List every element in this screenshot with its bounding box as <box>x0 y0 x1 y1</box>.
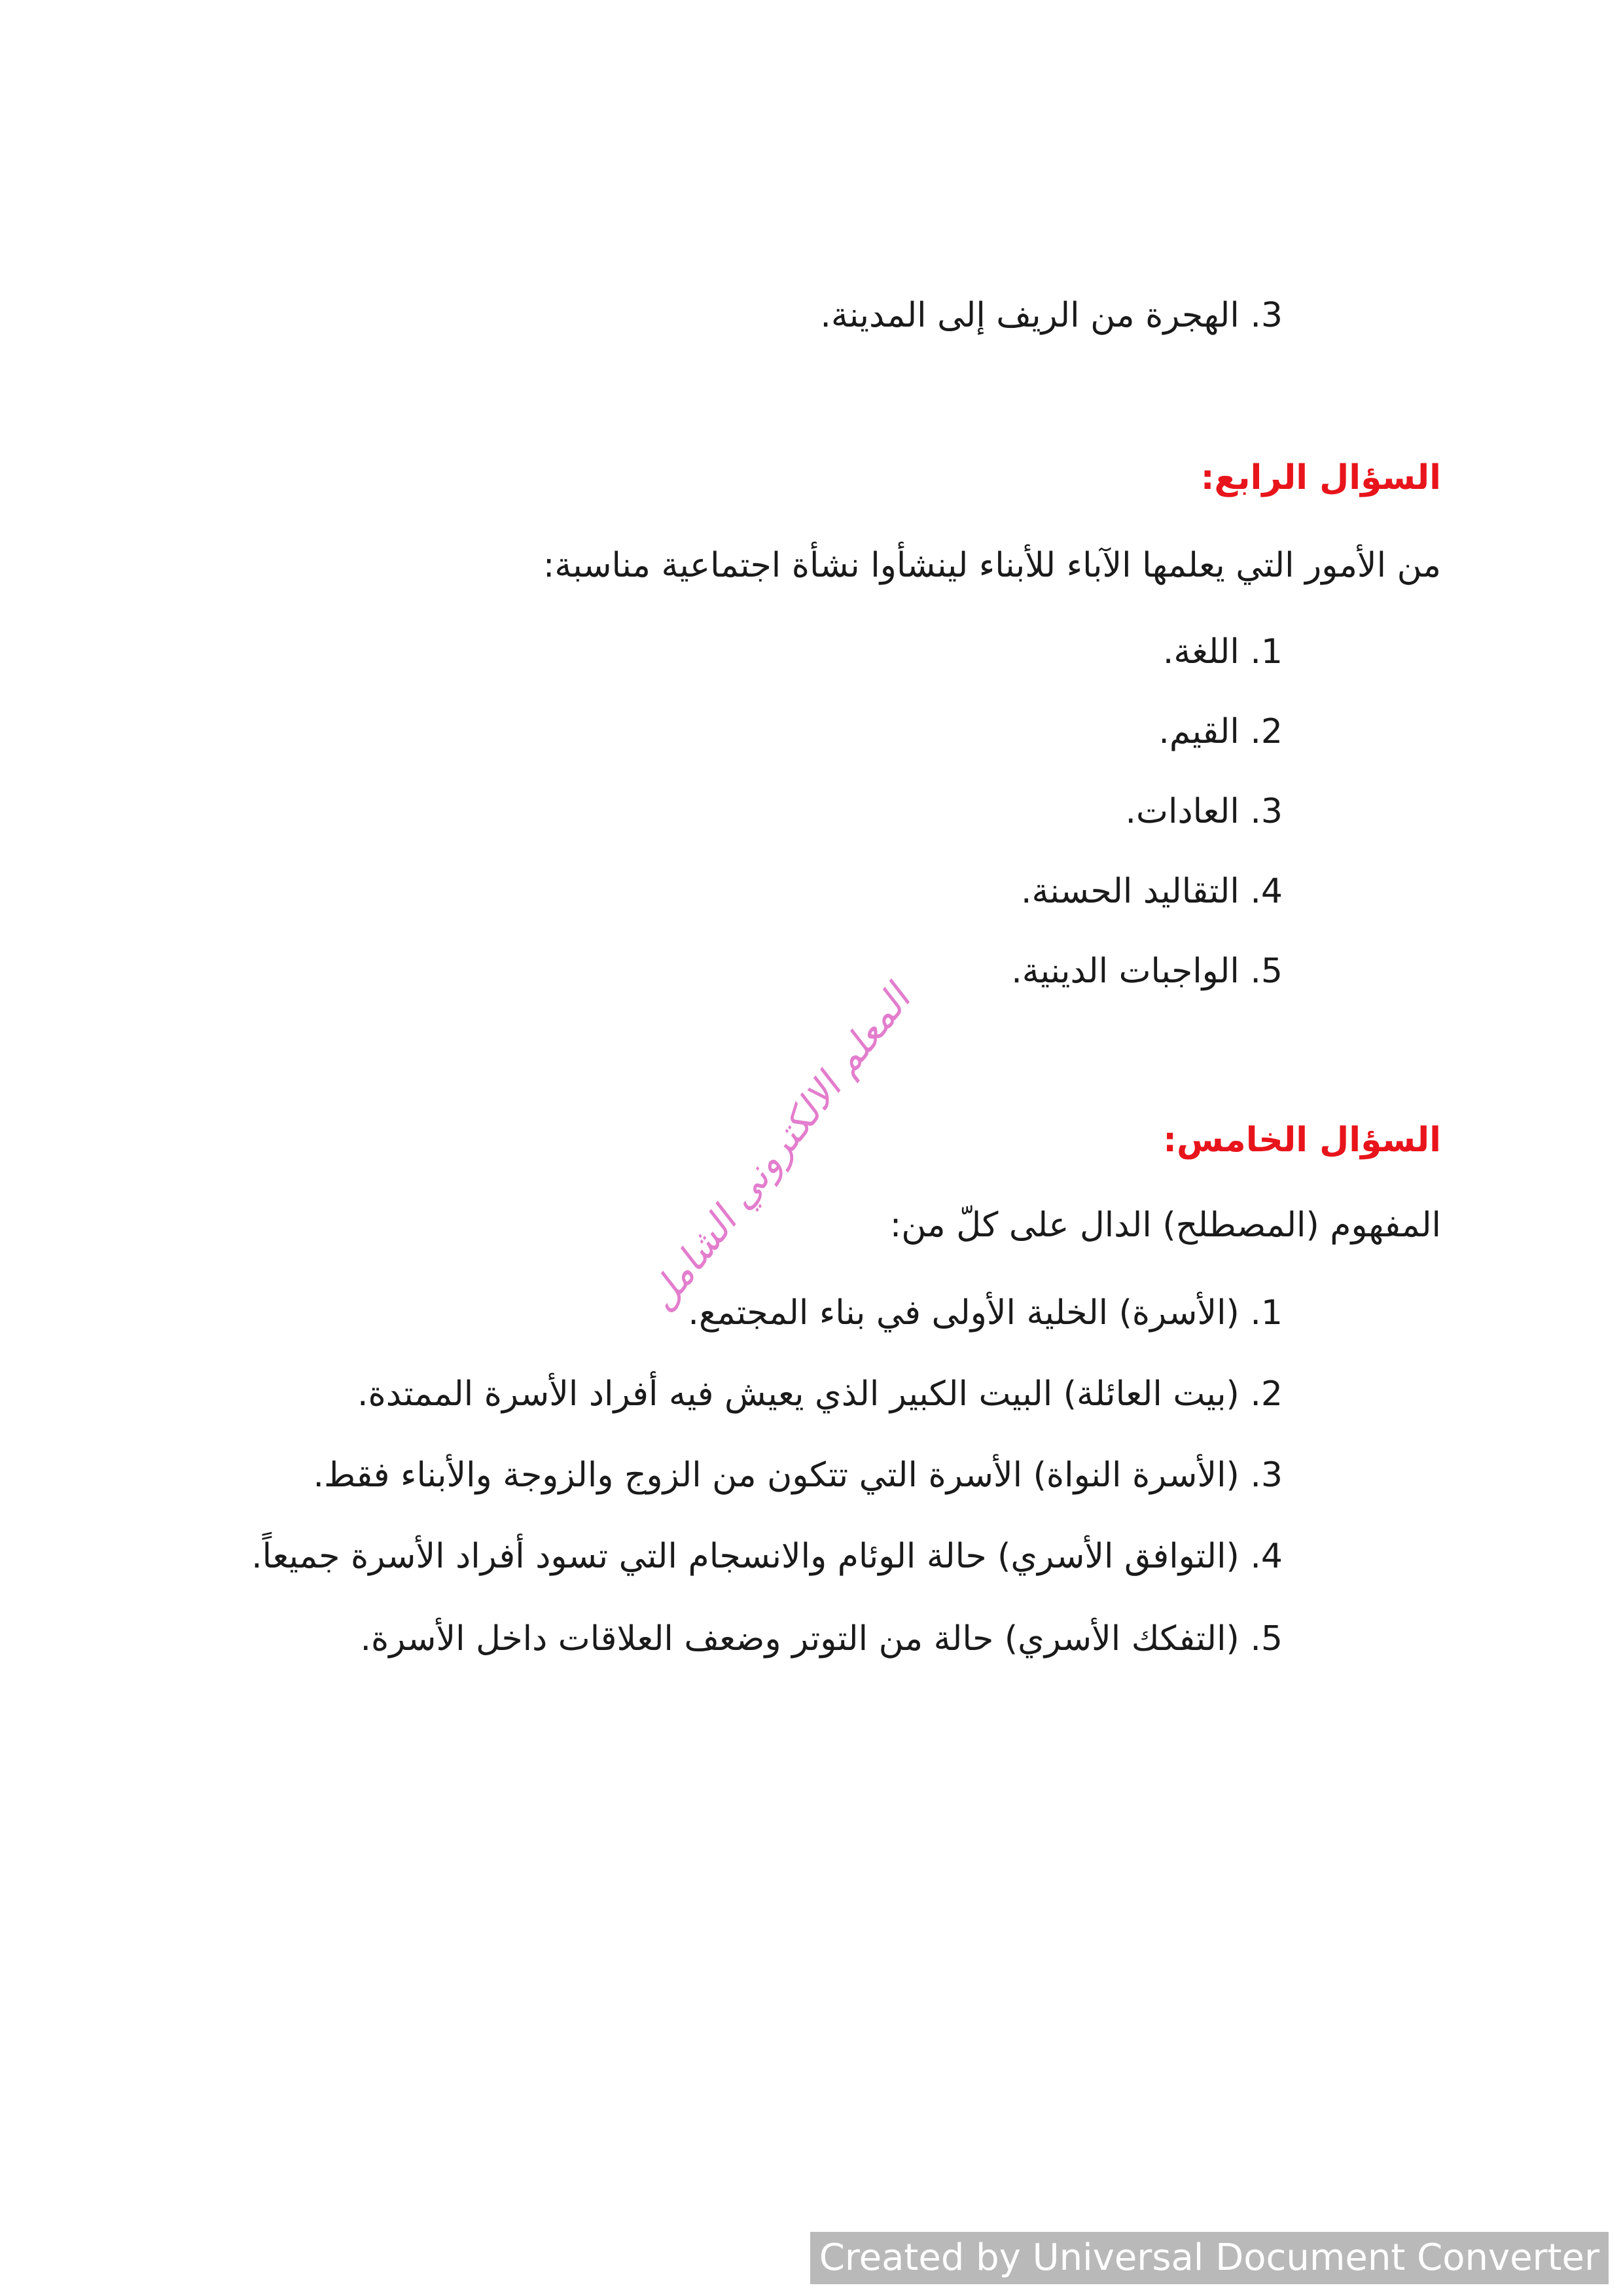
item-text: اللغة. <box>1162 632 1240 672</box>
list-item <box>357 1374 1283 1414</box>
item-text: (الأسرة النواة) الأسرة التي تتكون من الزوج والزوجة والأبناء فقط. <box>313 1456 1240 1495</box>
question-5-intro: المفهوم (المصطلح) الدال على كلّ من: <box>889 1206 1441 1245</box>
list-item <box>1021 872 1283 911</box>
item-number: 3. <box>1250 792 1283 831</box>
item-number: 1. <box>1250 1293 1283 1333</box>
item-text: العادات. <box>1125 792 1240 831</box>
list-item <box>688 1293 1283 1333</box>
item-text: الواجبات الدينية. <box>1011 952 1240 991</box>
converter-badge: Created by Universal Document Converter <box>810 2232 1609 2284</box>
item-text: القيم. <box>1158 712 1240 751</box>
list-item <box>313 1456 1283 1495</box>
item-number: 1. <box>1250 632 1283 672</box>
watermark-text: المعلم الالكتروني الشامل <box>638 977 919 1319</box>
item-number: 5. <box>1250 1619 1283 1659</box>
item-number: 4. <box>1250 872 1283 911</box>
list-item <box>1158 712 1283 751</box>
list-item <box>1011 952 1283 991</box>
item-text: (التفكك الأسري) حالة من التوتر وضعف العلاقات داخل الأسرة. <box>360 1619 1240 1659</box>
question-5-heading: السؤال الخامس: <box>1163 1121 1441 1160</box>
item-number: 2. <box>1250 712 1283 751</box>
item-number: 2. <box>1250 1374 1283 1414</box>
question-4-heading: السؤال الرابع: <box>1200 458 1441 497</box>
item-number: 3. <box>1250 1456 1283 1495</box>
item-text: التقاليد الحسنة. <box>1021 872 1240 911</box>
item-text: (التوافق الأسري) حالة الوئام والانسجام التي تسود أفراد الأسرة جميعاً. <box>251 1537 1240 1576</box>
item-text: الهجرة من الريف إلى المدينة. <box>820 296 1240 335</box>
list-item <box>360 1619 1283 1659</box>
list-item <box>251 1537 1283 1576</box>
item-text: (الأسرة) الخلية الأولى في بناء المجتمع. <box>688 1293 1240 1333</box>
item-number: 3. <box>1250 296 1283 335</box>
list-item <box>1126 792 1283 831</box>
item-number: 4. <box>1250 1537 1283 1576</box>
list-item <box>820 296 1283 335</box>
question-4-intro: من الأمور التي يعلمها الآباء للأبناء لينشأوا نشأة اجتماعية مناسبة: <box>543 546 1441 585</box>
item-number: 5. <box>1250 952 1283 991</box>
item-text: (بيت العائلة) البيت الكبير الذي يعيش فيه أفراد الأسرة الممتدة. <box>357 1374 1240 1414</box>
list-item <box>1163 632 1283 672</box>
